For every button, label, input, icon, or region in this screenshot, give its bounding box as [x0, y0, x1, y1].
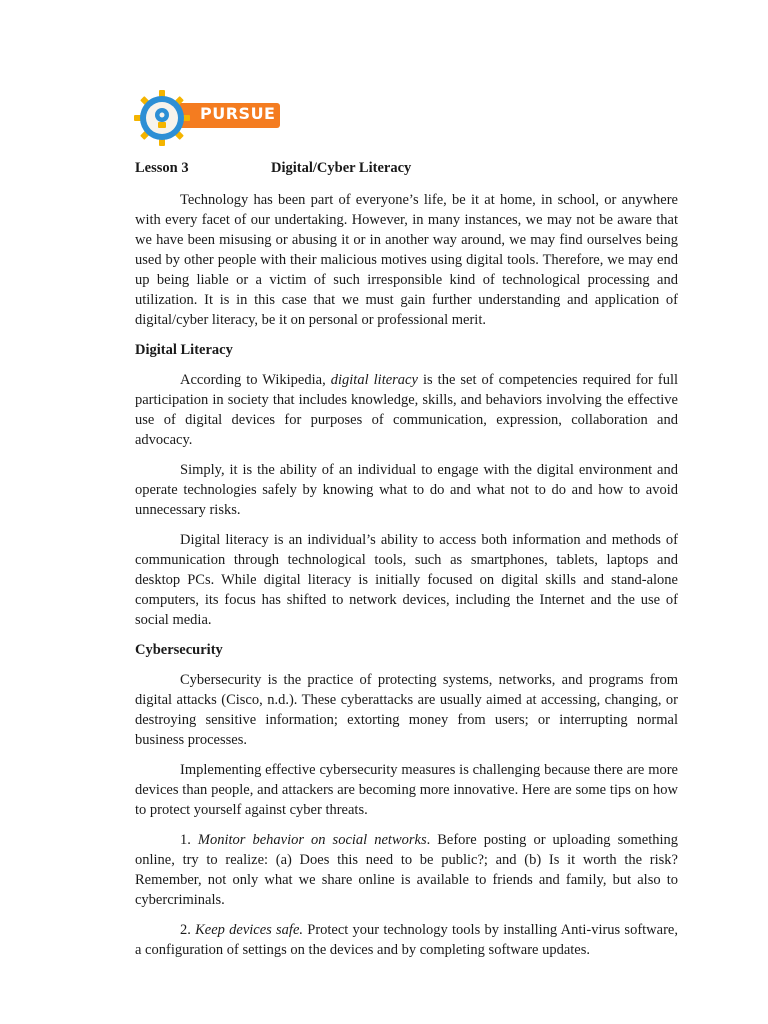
digital-literacy-heading: Digital Literacy — [135, 342, 233, 358]
cybersecurity-heading: Cybersecurity — [135, 642, 223, 658]
pursue-label: PURSUE — [200, 104, 276, 123]
tip-1: 1. Monitor behavior on social networks. Before posting or uploading something online, try to realize: (a) Does this need to be public?; and (b) Is it worth the risk? Remember, not only what we share online is available to friends and family, but also to cybercriminals. — [135, 832, 678, 908]
intro-paragraph: Technology has been part of everyone’s life, be it at home, in school, or anywhere with every facet of our undertaking. However, in many instances, we may not be aware that we have been misusing or abusing it or in another way around, we may find ourselves being used by other people with their malicious motives using digital tools. Therefore, we may end up being liable or a victim of such irresponsible kind of technological processing and utilization. It is in this case that we must gain further understanding and application of digital/cyber literacy, be it on personal or professional merit. — [135, 192, 678, 328]
digital-literacy-simple: Simply, it is the ability of an individual to engage with the digital environment and operate technologies safely by knowing what to do and what not to do and how to avoid unnecessary risks. — [135, 462, 678, 518]
tip-2-title: Keep devices safe. — [195, 922, 304, 938]
lesson-content — [135, 158, 678, 970]
lesson-heading — [135, 158, 678, 178]
lesson-title: Digital/Cyber Literacy — [271, 160, 412, 176]
tip-2: 2. Keep devices safe. Protect your technology tools by installing Anti-virus software, a configuration of settings on the devices and by completing software updates. — [135, 922, 678, 958]
cybersecurity-tips-intro: Implementing effective cybersecurity measures is challenging because there are more devices than people, and attackers are becoming more innovative. Here are some tips on how to protect yourself against cyber threats. — [135, 762, 678, 818]
tip-1-title: Monitor behavior on social networks — [197, 832, 427, 848]
digital-literacy-definition: According to Wikipedia, digital literacy is the set of competencies required for full participation in society that includes knowledge, skills, and behaviors involving the effective use of digital devices for purposes of communication, expression, collaboration and advocacy. — [135, 372, 678, 448]
digital-literacy-access: Digital literacy is an individual’s ability to access both information and methods of communication through technological tools, such as smartphones, tablets, laptops and desktop PCs. While digital literacy is initially focused on digital skills and stand-alone computers, its focus has shifted to network devices, including the Internet and the use of social media. — [135, 532, 678, 628]
lightbulb-gear-icon — [134, 90, 190, 146]
cybersecurity-definition: Cybersecurity is the practice of protecting systems, networks, and programs from digital attacks (Cisco, n.d.). These cyberattacks are usually aimed at accessing, changing, or destroying sensitive information; extorting money from users; or interrupting normal business processes. — [135, 672, 678, 748]
pursue-badge — [134, 90, 284, 146]
lesson-number: Lesson 3 — [135, 160, 189, 176]
digital-literacy-term: digital literacy — [330, 372, 418, 388]
